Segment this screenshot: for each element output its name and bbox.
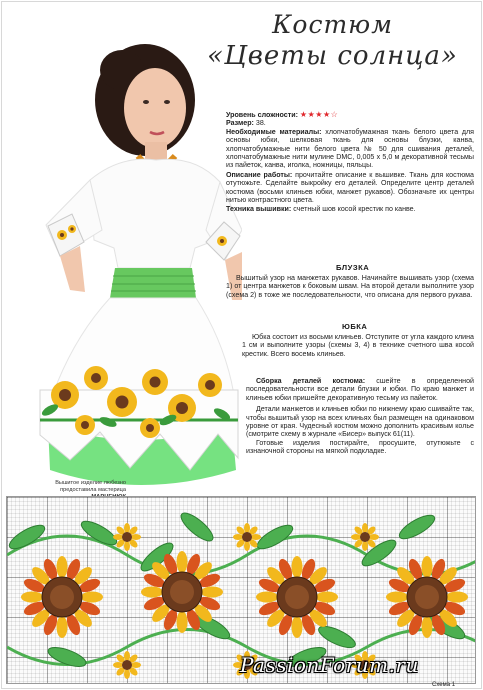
small-flower-petal [244,523,250,533]
small-flower-center [122,532,132,542]
blouse-heading: БЛУЗКА [336,263,370,272]
small-flower-center [360,532,370,542]
size-value: 38. [255,119,266,128]
leaf-icon [78,517,120,549]
sunflower-petal [201,587,223,598]
sunflower-petal [57,616,68,638]
credit-line-1: Вышитое изделие любезно [55,480,126,486]
sunflower-petal [21,592,43,603]
small-flower-petal [369,534,379,540]
work-text: прочитайте описание к вышивке. Ткань для костюма отутюжьте. Сделайте выкройку его деталей. Определите центр деталей костюма (восьми клиньев юбки, манжет рукавов). Обозначьте их центры нитью контрастного цвета. [226,170,474,205]
specs-block [226,111,474,214]
leaf-icon [7,521,48,553]
schema-label: Схема 1 [432,682,456,688]
small-flower-petal [131,662,141,668]
assembly-label: Сборка деталей костюма: [256,377,366,385]
leaf-icon [177,509,217,545]
assembly-text-2: Детали манжетов и клиньев юбки по нижнему краю сшивайте так, чтобы вышитый узор на всех клиньях был размещен на одинаковом уровне от края. Чудесный костюм можно дополнить красивым колье (смотрите схему в журнале «Бисер» выпуск 61(11). [246,405,474,439]
small-flower-petal [351,534,361,540]
materials-text: хлопчатобумажная ткань белого цвета для основы юбки, шелковая ткань для основы блузки, канва, хлопчатобумажные нити белого цвета № 50 для сшивания деталей, хлопчатобумажные нити мулине DMC, 0,005 х 5,0 м декоративной тесьмы из пайеток, канва, иголка, ножницы, пяльцы. [226,127,474,170]
small-flower-petal [244,541,250,551]
blouse-text: Вышитый узор на манжетах рукавов. Начинайте вышивать узор (схема 1) от центра манжетов к боковым швам. На второй детали выполните узор (схема 2) в тоже же последовательности, что описана для первого рукава. [226,274,474,299]
small-flower-petal [124,669,130,679]
materials-label: Необходимые материалы: [226,127,322,136]
technique-label: Техника вышивки: [226,205,292,214]
sunflower-petal [446,592,468,603]
small-flower-petal [124,651,130,661]
leaf-icon [396,511,438,543]
size-label: Размер: [226,119,254,128]
sunflower-petal [422,556,433,578]
sunflower-petal [292,556,303,578]
sunflower-petal [316,592,338,603]
small-flower-petal [251,534,261,540]
work-label: Описание работы: [226,170,293,179]
skirt-text: Юбка состоит из восьми клиньев. Отступите от угла каждого клина 1 см и выполните узоры (схемы 3, 4) в технике счетного шва косой крестик. Всего восемь клиньев. [242,333,474,358]
level-label: Уровень сложности: [226,111,298,119]
sunflower-petal [177,551,188,573]
sunflower-petal [81,592,103,603]
small-flower-petal [124,541,130,551]
small-flower-center [122,660,132,670]
costume-photo [10,30,242,490]
small-flower-center [242,532,252,542]
difficulty-stars: ★★★★☆ [299,110,339,119]
sunflower-petal [292,616,303,638]
assembly-text: сшейте в определенной последовательности все детали блузки и юбки. По краю манжет и клиньев юбки пришейте декоративную тесьму из пайеток. [246,377,474,402]
watermark: PassionForum.ru [240,653,419,677]
sunflower-petal [141,587,163,598]
skirt-heading: ЮБКА [342,322,368,331]
sunflower-center-inner [285,585,309,609]
sunflower-petal [422,616,433,638]
small-flower-petal [233,534,243,540]
assembly-block [246,377,474,456]
sunflower-petal [57,556,68,578]
sunflower-center-inner [50,585,74,609]
small-flower-petal [362,523,368,533]
technique-text: счетный шов косой крестик по канве. [293,205,416,214]
credit-line-2: предоставила мастерица [60,487,126,493]
sunflower-petal [386,592,408,603]
sunflower-petal [177,611,188,633]
title-line-2: «Цветы солнца» [207,41,458,71]
assembly-text-3: Готовые изделия постирайте, просушите, отутюжьте с изнаночной стороны на мягкой подкладке. [246,438,474,456]
title-line-1: Костюм [272,10,393,39]
small-flower-petal [362,541,368,551]
sunflower-center-inner [415,585,439,609]
small-flower-petal [131,534,141,540]
leaf-icon [46,644,88,671]
sunflower-petal [256,592,278,603]
small-flower-petal [113,662,123,668]
sunflower-center-inner [170,580,194,604]
small-flower-petal [124,523,130,533]
small-flower-petal [113,534,123,540]
